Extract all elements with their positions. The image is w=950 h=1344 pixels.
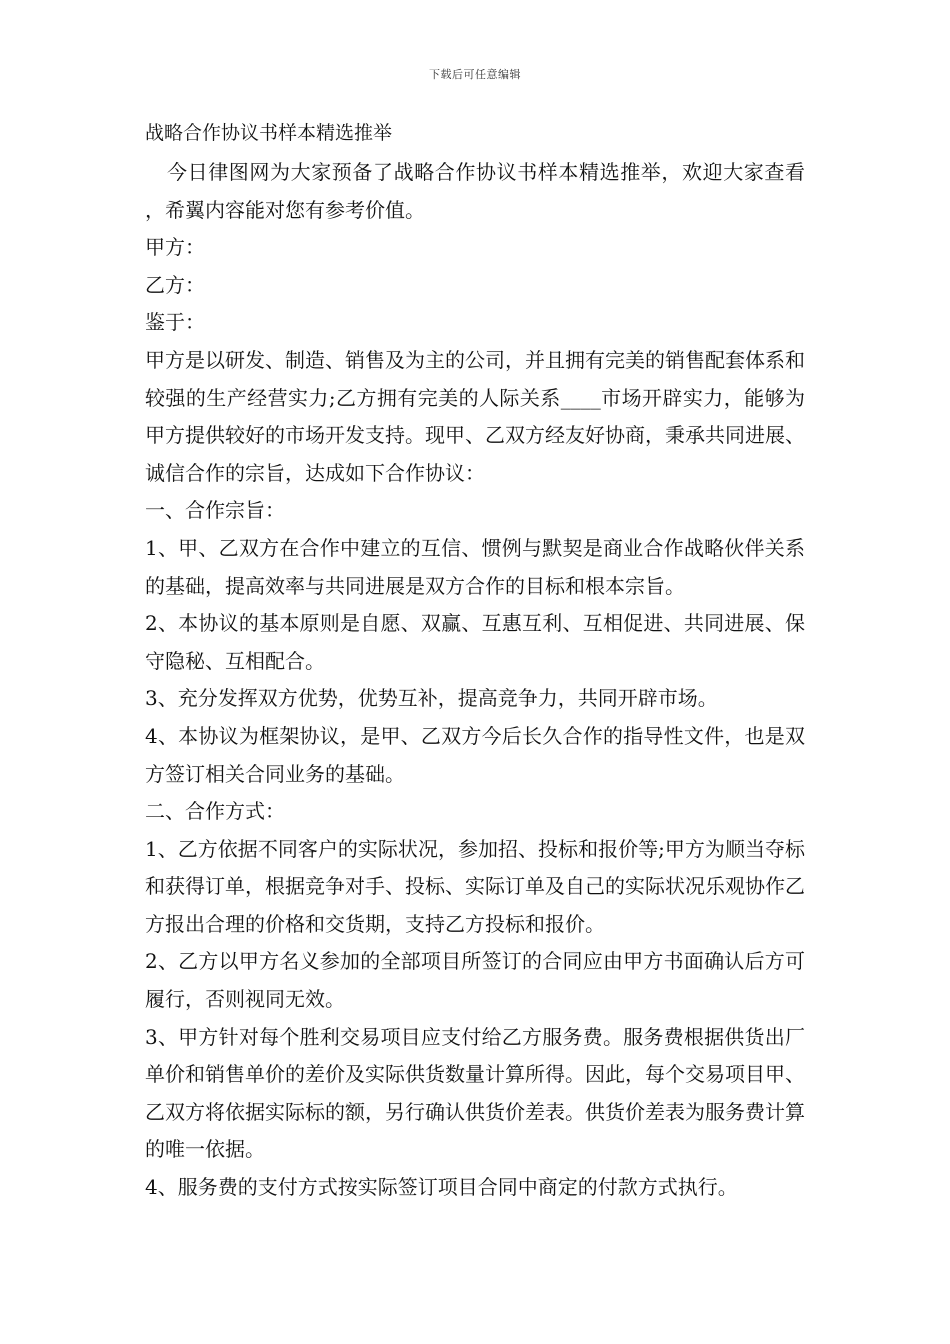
purpose-clause-3: 3、充分发挥双方优势，优势互补，提高竞争力，共同开辟市场。	[145, 686, 718, 711]
whereas-paragraph: 甲方是以研发、制造、销售及为主的公司，并且拥有完美的销售配套体系和较强的生产经营实力;乙方拥有完美的人际关系____市场开辟实力，能够为甲方提供较好的市场开发支持。现甲、乙双方经友好协商，秉承共同进展、诚信合作的宗旨，达成如下合作协议：	[145, 347, 805, 485]
method-clause-2: 2、乙方以甲方名义参加的全部项目所签订的合同应由甲方书面确认后方可履行，否则视同无效。	[145, 949, 805, 1012]
document-body	[145, 154, 805, 1207]
purpose-clause-2: 2、本协议的基本原则是自愿、双赢、互惠互利、互相促进、共同进展、保守隐秘、互相配合。	[145, 611, 805, 673]
method-clause-4: 4、服务费的支付方式按实际签订项目合同中商定的付款方式执行。	[145, 1175, 738, 1200]
document-title: 战略合作协议书样本精选推举	[145, 122, 393, 144]
party-b-label: 乙方：	[145, 272, 205, 297]
party-a-label: 甲方：	[145, 235, 205, 260]
section-heading-purpose: 一、合作宗旨：	[145, 498, 285, 523]
purpose-clause-1: 1、甲、乙双方在合作中建立的互信、惯例与默契是商业合作战略伙伴关系的基础，提高效率与共同进展是双方合作的目标和根本宗旨。	[145, 535, 805, 598]
section-heading-method: 二、合作方式：	[145, 799, 285, 824]
intro-paragraph: 今日律图网为大家预备了战略合作协议书样本精选推举，欢迎大家查看，希翼内容能对您有参考价值。	[145, 160, 805, 222]
method-clause-1: 1、乙方依据不同客户的实际状况，参加招、投标和报价等;甲方为顺当夺标和获得订单，根据竞争对手、投标、实际订单及自己的实际状况乐观协作乙方报出合理的价格和交货期，支持乙方投标和报价。	[145, 836, 805, 936]
purpose-clause-4: 4、本协议为框架协议，是甲、乙双方今后长久合作的指导性文件，也是双方签订相关合同业务的基础。	[145, 723, 805, 786]
header-note: 下载后可任意编辑	[429, 68, 521, 81]
method-clause-3: 3、甲方针对每个胜利交易项目应支付给乙方服务费。服务费根据供货出厂单价和销售单价的差价及实际供货数量计算所得。因此，每个交易项目甲、乙双方将依据实际标的额，另行确认供货价差表。供货价差表为服务费计算的唯一依据。	[145, 1024, 805, 1162]
whereas-label: 鉴于：	[145, 310, 205, 335]
